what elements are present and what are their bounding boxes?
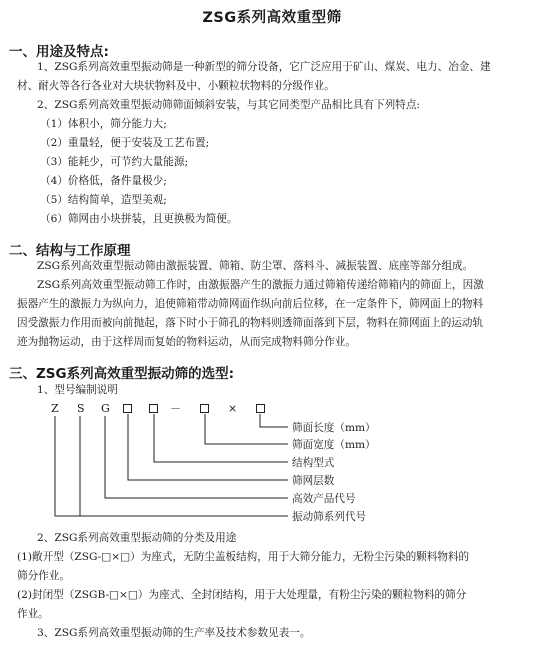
paragraph-text: ZSG系列高效重型振动筛工作时，由激振器产生的激振力通过筛箱传递给筛箱内的筛面上，因激 <box>37 279 484 291</box>
code-label-width: 筛面宽度（mm） <box>292 439 376 451</box>
paragraph-text: (1)敞开型（ZSG-□×□）为座式，无防尘盖板结构，用于大筛分能力，无粉尘污染的颗料物料的 <box>17 551 470 563</box>
paragraph-text: ZSG系列高效重型振动筛由激振装置、筛箱、防尘罩、落料斗、减振装置、底座等部分组成。 <box>37 260 474 272</box>
list-item: （4）价格低，备件量极少; <box>40 175 167 187</box>
paragraph-text: 材、耐火等各行各业对大块状物料及中、小颗粒状物料的分级作业。 <box>17 80 335 92</box>
section-heading-selection: 三、ZSG系列高效重型振动筛的选型: <box>9 366 234 382</box>
code-label-product-code: 高效产品代号 <box>292 493 356 505</box>
page-title: ZSG系列高效重型筛 <box>202 10 342 26</box>
list-item: （2）重量轻，便于安装及工艺布置; <box>40 137 210 149</box>
paragraph-text: 1、ZSG系列高效重型振动筛是一种新型的筛分设备，它广泛应用于矿山、煤炭、电力、冶金、建 <box>37 61 491 73</box>
paragraph-text: 振器产生的激振力为纵向力，追使筛箱带动筛网面作纵向前后位移，在一定条件下，筛网面上的物料 <box>17 298 484 310</box>
code-letter-s: S <box>77 402 85 415</box>
list-item: （3）能耗少，可节约大量能源; <box>40 156 189 168</box>
paragraph-text: 作业。 <box>17 608 49 620</box>
paragraph-text: 因受激振力作用而被向前抛起，落下时小于筛孔的物料则透筛面落到下层，物料在筛网面上的运动轨 <box>17 317 484 329</box>
code-letter-z: Z <box>51 402 59 415</box>
code-label-series-code: 振动筛系列代号 <box>292 511 367 523</box>
paragraph-text: (2)封闭型（ZSGB-□×□）为座式、全封闭结构，用于大处理量，有粉尘污染的颗粒物料的筛分 <box>17 589 467 601</box>
code-label-length: 筛面长度（mm） <box>292 422 376 434</box>
list-item: （5）结构简单，造型美观; <box>40 194 167 206</box>
code-times: × <box>228 402 238 415</box>
paragraph-text: 2、ZSG系列高效重型振动筛筛面倾斜安装，与其它同类型产品相比具有下列特点: <box>37 99 420 111</box>
section-heading-uses: 一、用途及特点: <box>9 44 109 60</box>
code-dash: － <box>170 402 181 415</box>
subsection-title: 2、ZSG系列高效重型振动筛的分类及用途 <box>37 532 237 544</box>
list-item: （6）筛网由小块拼装，且更换极为简便。 <box>40 213 238 225</box>
paragraph-text: 3、ZSG系列高效重型振动筛的生产率及技术参数见表一。 <box>37 627 311 639</box>
code-label-layers: 筛网层数 <box>292 475 335 487</box>
list-item: （1）体积小，筛分能力大; <box>40 118 167 130</box>
paragraph-text: 筛分作业。 <box>17 570 70 582</box>
subsection-title: 1、型号编制说明 <box>37 384 118 396</box>
section-heading-structure: 二、结构与工作原理 <box>9 243 131 259</box>
paragraph-text: 迹为抛物运动，由于这样周而复始的物料运动，从而完成物料筛分作业。 <box>17 336 356 348</box>
code-letter-g: G <box>101 402 110 415</box>
code-label-structure: 结构型式 <box>292 457 335 469</box>
